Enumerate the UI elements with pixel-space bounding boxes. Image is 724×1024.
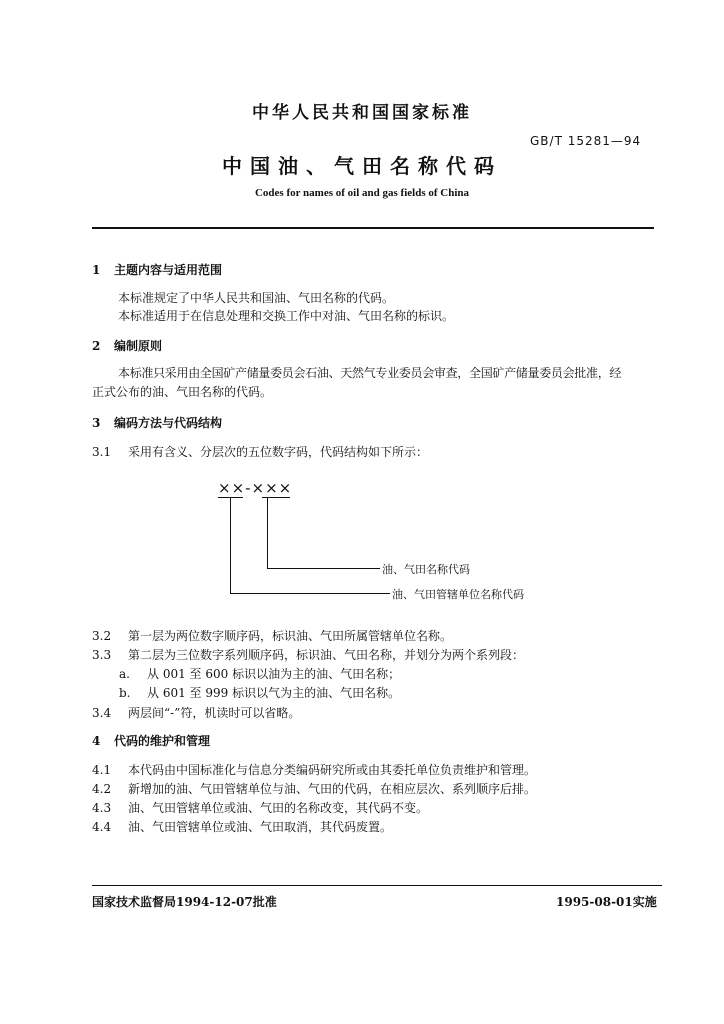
section-1-title: 主题内容与适用范围 (114, 263, 223, 277)
clause-3-2 (92, 627, 452, 644)
clause-3-3-text: 第二层为三位数字系列顺序码，标识油、气田名称，并划分为两个系列段： (128, 648, 525, 662)
list-item-b-marker: b. (119, 686, 131, 700)
standard-number: GB/T 15281—94 (530, 134, 642, 148)
section-1-number: 1 (92, 263, 101, 277)
clause-3-1 (92, 443, 428, 460)
clause-4-4-number: 4.4 (92, 820, 112, 834)
clause-3-4 (92, 704, 300, 721)
footer-divider (92, 885, 662, 886)
section-2-title: 编制原则 (114, 339, 163, 353)
section-3-heading (92, 414, 222, 431)
clause-4-4 (92, 818, 392, 835)
clause-4-1 (92, 761, 536, 778)
label-field-name-code: 油、气田名称代码 (382, 563, 470, 576)
approval-statement: 国家技术监督局1994-12-07批准 (92, 895, 277, 909)
list-item-b-text: 从 601 至 999 标识以气为主的油、气田名称。 (147, 686, 401, 700)
standard-category-heading: 中华人民共和国国家标准 (252, 103, 472, 123)
clause-4-2 (92, 780, 536, 797)
section-3-number: 3 (92, 416, 101, 430)
list-item-a (119, 665, 400, 682)
clause-3-2-text: 第一层为两位数字顺序码，标识油、气田所属管辖单位名称。 (128, 629, 453, 643)
clause-4-3 (92, 799, 428, 816)
clause-4-3-text: 油、气田管辖单位或油、气田的名称改变，其代码不变。 (128, 801, 429, 815)
clause-4-2-number: 4.2 (92, 782, 112, 796)
list-item-a-marker: a. (119, 667, 130, 681)
clause-3-4-number: 3.4 (92, 706, 112, 720)
clause-3-3 (92, 646, 524, 663)
header-divider (92, 227, 654, 229)
section-4-heading (92, 732, 210, 749)
clause-4-1-text: 本代码由中国标准化与信息分类编码研究所或由其委托单位负责维护和管理。 (128, 763, 537, 777)
section-2-paragraph-line-2: 正式公布的油、气田名称的代码。 (92, 385, 273, 399)
document-title-chinese: 中国油、气田名称代码 (222, 154, 502, 178)
label-jurisdiction-unit-code: 油、气田管辖单位名称代码 (392, 588, 524, 601)
first-level-connector-horizontal (230, 593, 390, 594)
section-2-heading (92, 337, 162, 354)
clause-3-3-number: 3.3 (92, 648, 112, 662)
clause-3-1-text: 采用有含义、分层次的五位数字码，代码结构如下所示： (128, 445, 429, 459)
section-3-title: 编码方法与代码结构 (114, 416, 223, 430)
clause-3-1-number: 3.1 (92, 445, 112, 459)
clause-4-1-number: 4.1 (92, 763, 112, 777)
section-1-paragraph-2: 本标准适用于在信息处理和交换工作中对油、气田名称的标识。 (118, 309, 455, 323)
list-item-a-text: 从 001 至 600 标识以油为主的油、气田名称； (147, 667, 401, 681)
section-1-paragraph-1: 本标准规定了中华人民共和国油、气田名称的代码。 (118, 291, 395, 305)
first-level-connector-vertical (230, 497, 231, 593)
clause-3-2-number: 3.2 (92, 629, 112, 643)
effective-date-statement: 1995-08-01实施 (556, 895, 657, 909)
section-2-number: 2 (92, 339, 101, 353)
section-4-title: 代码的维护和管理 (114, 734, 211, 748)
section-2-paragraph-line-1: 本标准只采用由全国矿产储量委员会石油、天然气专业委员会审查，全国矿产储量委员会批准，经 (118, 366, 622, 380)
clause-4-4-text: 油、气田管辖单位或油、气田取消，其代码废置。 (128, 820, 393, 834)
list-item-b (119, 684, 400, 701)
clause-4-2-text: 新增加的油、气田管辖单位与油、气田的代码，在相应层次、系列顺序后排。 (128, 782, 537, 796)
document-title-english: Codes for names of oil and gas fields of China (254, 187, 469, 199)
clause-3-4-text: 两层间“-”符，机读时可以省略。 (128, 706, 301, 720)
second-level-connector-horizontal (267, 568, 380, 569)
code-structure-pattern: ××-××× (218, 479, 293, 497)
second-level-connector-vertical (267, 497, 268, 568)
section-1-heading (92, 261, 222, 278)
clause-4-3-number: 4.3 (92, 801, 112, 815)
section-4-number: 4 (92, 734, 101, 748)
